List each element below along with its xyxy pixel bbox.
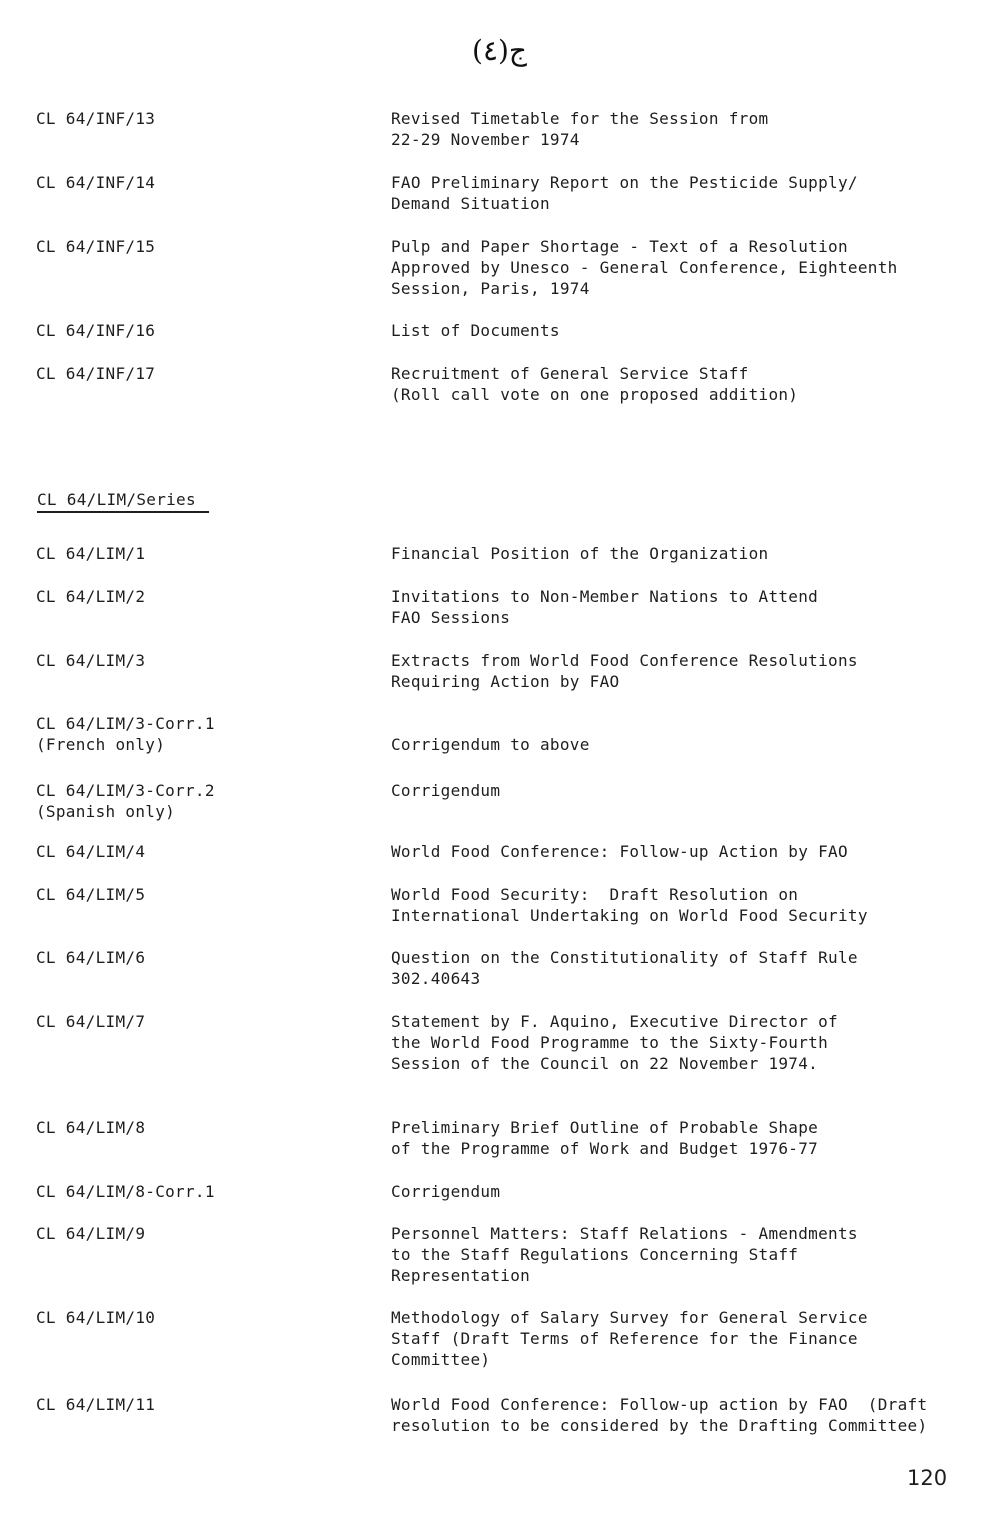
document-description-line: 302.40643 xyxy=(391,969,481,988)
document-description xyxy=(391,1117,818,1159)
document-description xyxy=(391,713,590,755)
document-description-line: Methodology of Salary Survey for General Service xyxy=(391,1308,868,1327)
document-description-line: the World Food Programme to the Sixty-Fourth xyxy=(391,1033,829,1052)
document-description-line: Pulp and Paper Shortage - Text of a Resolution xyxy=(391,237,848,256)
page-mark: ج(٤) xyxy=(472,34,527,67)
document-description-line: Personnel Matters: Staff Relations - Amendments xyxy=(391,1224,858,1243)
document-description-line: Corrigendum xyxy=(391,1182,501,1201)
document-code-line: CL 64/LIM/2 xyxy=(36,587,146,606)
document-description-line: Revised Timetable for the Session from xyxy=(391,109,769,128)
section-heading-underline xyxy=(37,511,209,513)
document-description xyxy=(391,947,858,989)
document-code xyxy=(36,1394,155,1415)
section-heading: CL 64/LIM/Series xyxy=(37,490,196,509)
document-code xyxy=(36,713,215,755)
document-description xyxy=(391,363,798,405)
document-description-line: Statement by F. Aquino, Executive Director of xyxy=(391,1012,838,1031)
document-description xyxy=(391,780,500,801)
document-description-line: Demand Situation xyxy=(391,194,550,213)
document-description-line: Staff (Draft Terms of Reference for the Finance xyxy=(391,1329,858,1348)
document-code-line: CL 64/LIM/8-Corr.1 xyxy=(36,1182,215,1201)
document-code-line: CL 64/INF/13 xyxy=(36,109,156,128)
document-code-line: CL 64/LIM/5 xyxy=(36,885,146,904)
document-description-line: Committee) xyxy=(391,1350,491,1369)
document-description xyxy=(391,108,768,150)
document-description xyxy=(391,1394,927,1436)
page-number: 120 xyxy=(907,1466,948,1490)
document-code xyxy=(36,1307,155,1328)
document-description-line: Extracts from World Food Conference Resolutions xyxy=(391,651,858,670)
document-code-line: CL 64/LIM/6 xyxy=(36,948,146,967)
document-description-line: resolution to be considered by the Drafting Committee) xyxy=(391,1416,928,1435)
document-code-line: CL 64/LIM/3 xyxy=(36,651,146,670)
document-code-line: CL 64/LIM/1 xyxy=(36,544,146,563)
document-description-line: Financial Position of the Organization xyxy=(391,544,769,563)
document-code xyxy=(36,841,145,862)
document-description xyxy=(391,1181,500,1202)
document-code-line: CL 64/INF/16 xyxy=(36,321,156,340)
document-description-line: Approved by Unesco - General Conference, Eighteenth xyxy=(391,258,898,277)
document-code xyxy=(36,1223,145,1244)
document-code-line: CL 64/LIM/8 xyxy=(36,1118,146,1137)
document-description-line xyxy=(391,713,590,734)
document-description-line: Invitations to Non-Member Nations to Attend xyxy=(391,587,819,606)
document-code xyxy=(36,363,155,384)
document-description xyxy=(391,1223,858,1286)
document-code-line: (Spanish only) xyxy=(36,802,176,821)
document-code-line: CL 64/INF/17 xyxy=(36,364,156,383)
document-description-line: Session, Paris, 1974 xyxy=(391,279,590,298)
document-description xyxy=(391,1011,838,1074)
document-code-line: CL 64/LIM/10 xyxy=(36,1308,156,1327)
document-description-line: Session of the Council on 22 November 1974. xyxy=(391,1054,819,1073)
document-description-line: Recruitment of General Service Staff xyxy=(391,364,749,383)
document-code xyxy=(36,947,145,968)
document-description-line: Requiring Action by FAO xyxy=(391,672,620,691)
document-description xyxy=(391,320,560,341)
document-code-line: CL 64/LIM/3-Corr.2 xyxy=(36,781,215,800)
document-code-line: CL 64/LIM/9 xyxy=(36,1224,146,1243)
document-description-line: World Food Conference: Follow-up action by FAO (Draft xyxy=(391,1395,928,1414)
document-description xyxy=(391,1307,868,1370)
document-code-line: (French only) xyxy=(36,735,166,754)
document-description-line: Representation xyxy=(391,1266,531,1285)
document-description xyxy=(391,841,848,862)
document-code-line: CL 64/LIM/11 xyxy=(36,1395,156,1414)
document-description-line: World Food Security: Draft Resolution on xyxy=(391,885,799,904)
document-description-line: Corrigendum to above xyxy=(391,735,590,754)
document-code xyxy=(36,108,155,129)
document-code xyxy=(36,884,145,905)
document-description-line: World Food Conference: Follow-up Action by FAO xyxy=(391,842,848,861)
document-code-line: CL 64/LIM/4 xyxy=(36,842,146,861)
document-description xyxy=(391,650,858,692)
document-description-line: FAO Sessions xyxy=(391,608,511,627)
document-code xyxy=(36,1011,145,1032)
document-description-line: (Roll call vote on one proposed addition) xyxy=(391,385,799,404)
document-code xyxy=(36,1117,145,1138)
document-description xyxy=(391,543,768,564)
document-code xyxy=(36,586,145,607)
document-description-line: List of Documents xyxy=(391,321,560,340)
document-description-line: to the Staff Regulations Concerning Staff xyxy=(391,1245,799,1264)
document-code xyxy=(36,236,155,257)
document-description-line: Corrigendum xyxy=(391,781,501,800)
document-code xyxy=(36,543,145,564)
document-code-line: CL 64/INF/15 xyxy=(36,237,156,256)
document-code xyxy=(36,1181,215,1202)
document-description-line: Question on the Constitutionality of Staff Rule xyxy=(391,948,858,967)
document-code xyxy=(36,780,215,822)
document-description-line: FAO Preliminary Report on the Pesticide Supply/ xyxy=(391,173,858,192)
document-description-line: of the Programme of Work and Budget 1976-77 xyxy=(391,1139,819,1158)
document-code xyxy=(36,172,155,193)
document-code-line: CL 64/LIM/3-Corr.1 xyxy=(36,714,215,733)
document-code-line: CL 64/LIM/7 xyxy=(36,1012,146,1031)
document-description-line: International Undertaking on World Food Security xyxy=(391,906,868,925)
document-description-line: Preliminary Brief Outline of Probable Shape xyxy=(391,1118,819,1137)
document-description xyxy=(391,172,858,214)
document-description xyxy=(391,884,868,926)
document-description-line: 22-29 November 1974 xyxy=(391,130,580,149)
document-code xyxy=(36,320,155,341)
document-description xyxy=(391,236,898,299)
document-code-line: CL 64/INF/14 xyxy=(36,173,156,192)
document-code xyxy=(36,650,145,671)
document-description xyxy=(391,586,818,628)
